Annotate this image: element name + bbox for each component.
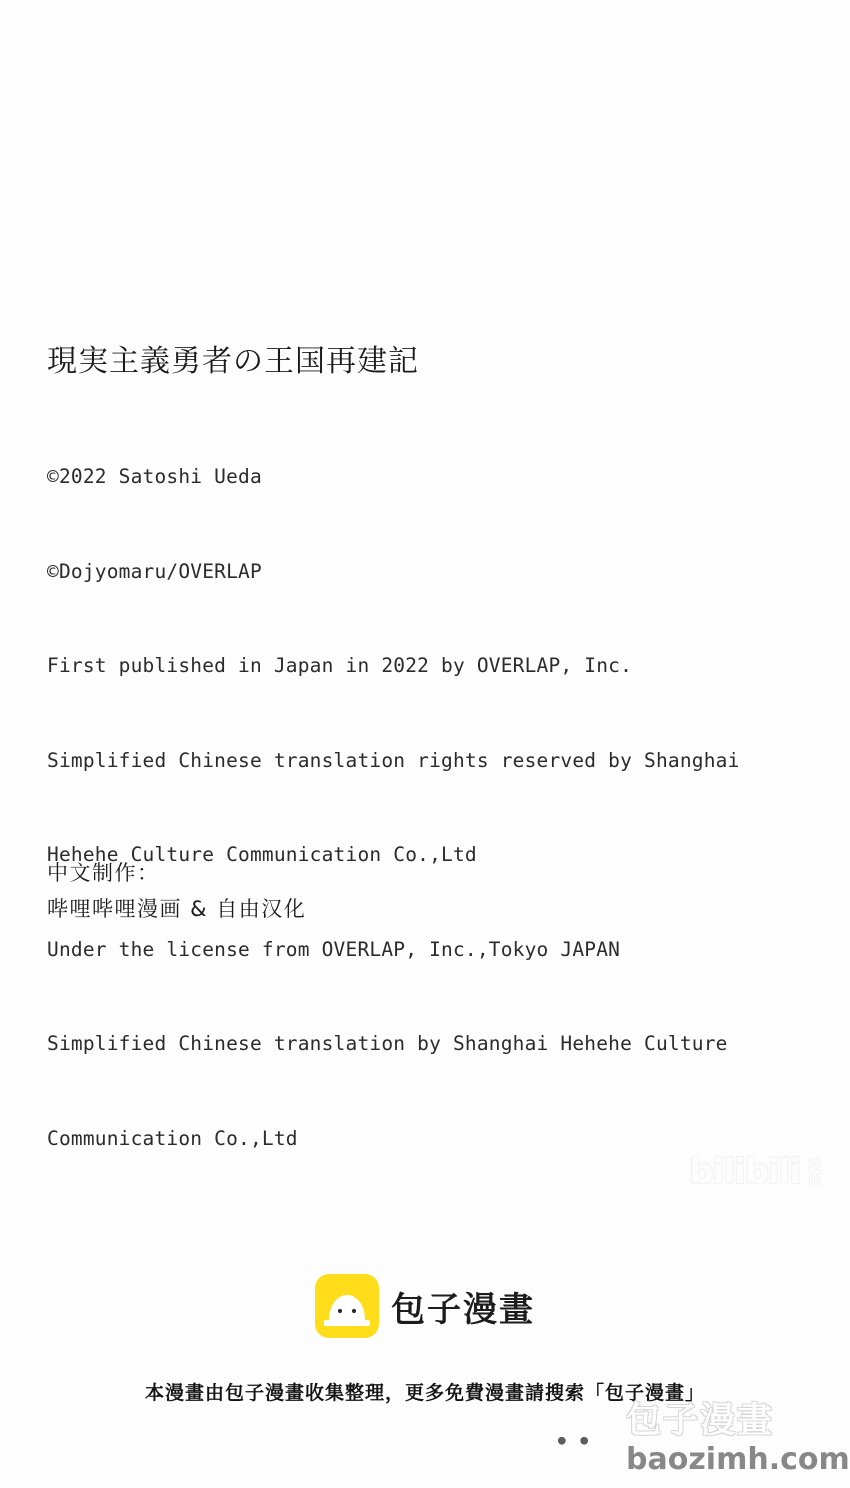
copyright-block (47, 340, 807, 1217)
copyright-line: Under the license from OVERLAP, Inc.,Tokyo JAPAN (47, 937, 621, 961)
copyright-line: Communication Co.,Ltd (47, 1126, 298, 1150)
baozimh-watermark (530, 1396, 850, 1482)
copyright-line: Simplified Chinese translation rights reserved by Shanghai (47, 748, 740, 772)
baozi-footer-logo-row (0, 1274, 850, 1338)
copyright-lines (47, 398, 807, 1217)
production-credits (47, 855, 747, 927)
copyright-line: Simplified Chinese translation by Shanghai Hehehe Culture (47, 1032, 728, 1055)
baozi-logo-icon (315, 1274, 379, 1338)
work-title: 現実主義勇者の王国再建記 (47, 344, 419, 379)
production-label: 中文制作： (47, 861, 160, 885)
bilibili-wordmark: bilibili (689, 1152, 800, 1192)
bun-icon (324, 1290, 370, 1328)
copyright-line: ©2022 Satoshi Ueda (47, 465, 262, 488)
copyright-line: First published in Japan in 2022 by OVERLAP, Inc. (47, 654, 633, 677)
bilibili-watermark (689, 1152, 822, 1192)
production-teams: 哔哩哔哩漫画 & 自由汉化 (47, 897, 307, 921)
footer-note: 本漫畫由包子漫畫收集整理，更多免費漫畫請搜索「包子漫畫」 (144, 1382, 705, 1404)
bilibili-manga-label: 漫画 (805, 1157, 823, 1187)
baozimh-watermark-text (626, 1400, 850, 1477)
baozimh-watermark-url: baozimh.com (626, 1441, 850, 1477)
bun-watermark-icon (530, 1396, 616, 1482)
baozi-brand-text: 包子漫畫 (391, 1289, 535, 1330)
copyright-line: Hehehe Culture Communication Co.,Ltd (47, 843, 477, 866)
copyright-line: ©Dojyomaru/OVERLAP (47, 559, 262, 583)
baozimh-watermark-cn: 包子漫畫 (626, 1400, 775, 1441)
